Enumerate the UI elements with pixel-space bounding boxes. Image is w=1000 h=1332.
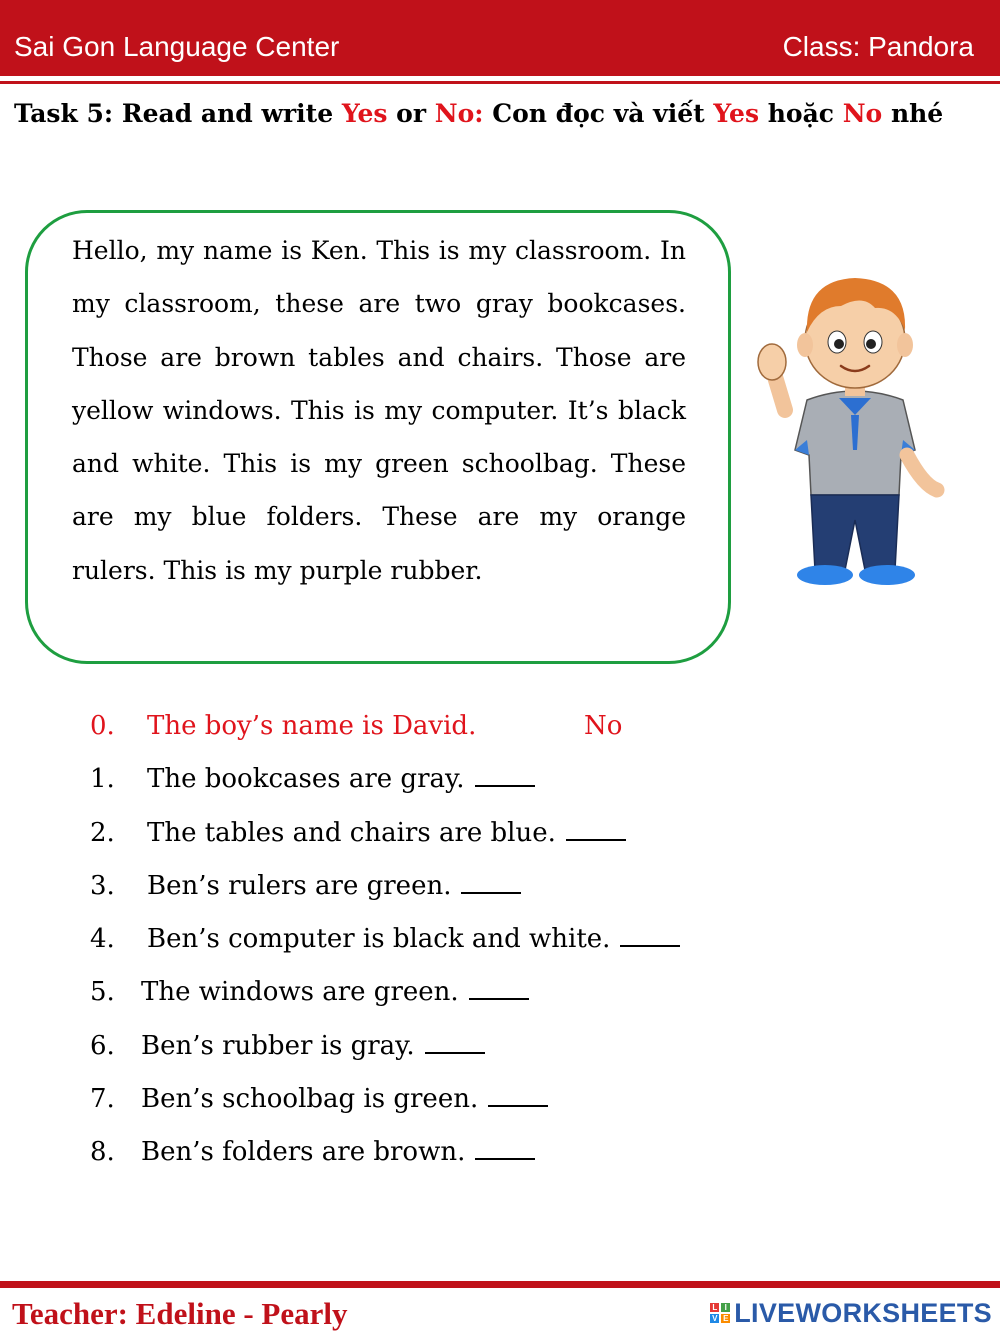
question-number: 2. — [90, 817, 115, 848]
question-text: Ben’s rubber is gray. — [141, 1030, 415, 1061]
task-or: or — [387, 99, 435, 128]
question-line — [141, 1073, 548, 1126]
question-number: 7. — [90, 1084, 115, 1115]
question-text: The windows are green. — [141, 977, 459, 1008]
footer-divider — [0, 1281, 1000, 1288]
question-text: The tables and chairs are blue. — [147, 817, 556, 848]
task-vietnamese: Con đọc và viết — [483, 99, 714, 128]
task-no-vi: No — [842, 99, 883, 128]
question-line — [147, 753, 535, 806]
question-number: 3. — [90, 870, 115, 901]
logo-letter: L — [710, 1303, 719, 1312]
question-item — [90, 913, 790, 966]
question-text: Ben’s computer is black and white. — [147, 924, 611, 955]
question-item — [90, 966, 790, 1019]
logo-text: LIVEWORKSHEETS — [734, 1297, 992, 1328]
question-number: 4. — [90, 924, 115, 955]
question-line — [141, 966, 529, 1019]
task-prefix: Task 5: Read and write — [14, 99, 342, 128]
logo-letter: V — [712, 1314, 718, 1323]
answer-blank[interactable] — [461, 872, 521, 894]
question-text: The bookcases are gray. — [147, 764, 465, 795]
question-line — [147, 913, 680, 966]
center-name: Sai Gon Language Center — [14, 31, 340, 62]
question-text: Ben’s schoolbag is green. — [141, 1084, 479, 1115]
example-answer: No — [584, 711, 623, 741]
question-item — [90, 753, 790, 806]
reading-passage: Hello, my name is Ken. This is my classroom. In my classroom, these are two gray bookcases. Those are brown tables and chairs. Those are yellow windows. This is my computer. It’s black and white. This is my green schoolbag. These are my blue folders. These are my orange rulers. This is my purple rubber. — [72, 236, 686, 585]
task-hoac: hoặc — [759, 99, 843, 128]
question-line — [147, 807, 626, 860]
liveworksheets-logo — [710, 1298, 992, 1328]
answer-blank[interactable] — [425, 1032, 485, 1054]
question-item — [90, 807, 790, 860]
answer-blank[interactable] — [475, 765, 535, 787]
question-number: 0. — [90, 711, 115, 741]
question-item — [90, 860, 790, 913]
answer-blank[interactable] — [620, 925, 680, 947]
logo-mark-icon — [710, 1303, 730, 1323]
question-text: The boy’s name is David. — [147, 711, 477, 741]
question-text: Ben’s folders are brown. — [141, 1137, 466, 1168]
question-list — [90, 700, 790, 1180]
question-line — [147, 860, 521, 913]
class-label: Class: Pandora — [782, 31, 974, 62]
logo-letter: I — [721, 1303, 730, 1312]
header-bar — [0, 0, 1000, 76]
task-yes-vi: Yes — [713, 99, 760, 128]
example-question — [90, 700, 790, 753]
answer-blank[interactable] — [488, 1085, 548, 1107]
question-number: 5. — [90, 977, 115, 1008]
question-number: 1. — [90, 764, 115, 795]
answer-blank[interactable] — [469, 978, 529, 1000]
answer-blank[interactable] — [566, 819, 626, 841]
task-nhe: nhé — [882, 99, 944, 128]
question-item — [90, 1020, 790, 1073]
header-divider — [0, 81, 1000, 84]
question-text: Ben’s rulers are green. — [147, 870, 452, 901]
task-instruction — [14, 96, 989, 131]
question-item — [90, 1073, 790, 1126]
teacher-credit: Teacher: Edeline - Pearly — [12, 1296, 348, 1331]
question-number: 8. — [90, 1137, 115, 1168]
boy-illustration — [755, 250, 955, 590]
task-no: No: — [434, 99, 484, 128]
question-line — [141, 1126, 535, 1179]
question-number: 6. — [90, 1030, 115, 1061]
question-line — [141, 1020, 485, 1073]
task-yes: Yes — [341, 99, 388, 128]
question-item — [90, 1126, 790, 1179]
answer-blank[interactable] — [475, 1138, 535, 1160]
logo-letter: E — [723, 1314, 729, 1323]
